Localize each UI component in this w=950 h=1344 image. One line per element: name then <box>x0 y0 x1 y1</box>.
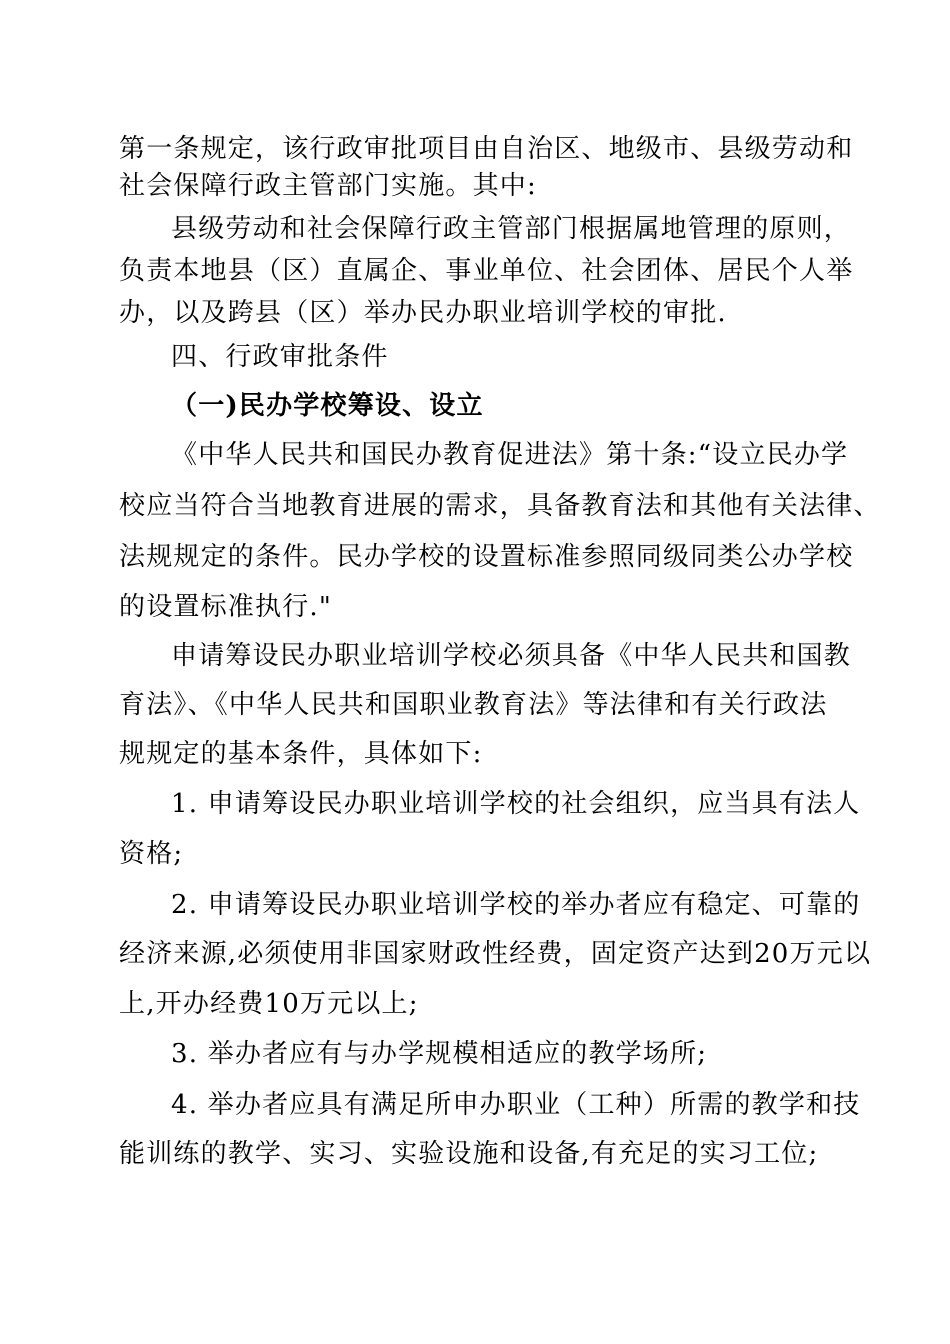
text-line: 经济来源,必须使用非国家财政性经费，固定资产达到20万元以 <box>119 939 872 969</box>
text-line: 社会保障行政主管部门实施。其中: <box>119 171 537 201</box>
text-line: 上,开办经费10万元以上; <box>119 989 419 1019</box>
text-line: 能训练的教学、实习、实验设施和设备,有充足的实习工位; <box>119 1139 819 1169</box>
text-line: 《中华人民共和国民办教育促进法》第十条:“设立民办学 <box>171 440 849 470</box>
text-line: 的设置标准执行." <box>119 592 333 622</box>
text-line: 办，以及跨县（区）举办民办职业培训学校的审批. <box>119 298 727 328</box>
section-heading: 四、行政审批条件 <box>171 342 389 372</box>
text-line: 申请筹设民办职业培训学校必须具备《中华人民共和国教 <box>171 641 852 671</box>
list-item: 2. 申请筹设民办职业培训学校的举办者应有稳定、可靠的 <box>171 890 861 920</box>
text-line: 规规定的基本条件，具体如下: <box>119 739 483 769</box>
text-line: 法规规定的条件。民办学校的设置标准参照同级同类公办学校 <box>119 542 854 572</box>
list-item: 4. 举办者应具有满足所申办职业（工种）所需的教学和技 <box>171 1090 861 1120</box>
text-line: 资格; <box>119 839 184 869</box>
subsection-heading: （一)民办学校筹设、设立 <box>171 391 484 421</box>
list-item: 3. 举办者应有与办学规模相适应的教学场所; <box>171 1039 708 1069</box>
text-line: 县级劳动和社会保障行政主管部门根据属地管理的原则， <box>171 214 852 244</box>
text-line: 负责本地县（区）直属企、事业单位、社会团体、居民个人举 <box>119 256 854 286</box>
text-line: 育法》、《中华人民共和国职业教育法》等法律和有关行政法 <box>119 690 828 720</box>
text-line: 校应当符合当地教育进展的需求，具备教育法和其他有关法律、 <box>119 491 881 521</box>
list-item: 1. 申请筹设民办职业培训学校的社会组织，应当具有法人 <box>171 789 861 819</box>
text-line: 第一条规定，该行政审批项目由自治区、地级市、县级劳动和 <box>119 134 854 164</box>
